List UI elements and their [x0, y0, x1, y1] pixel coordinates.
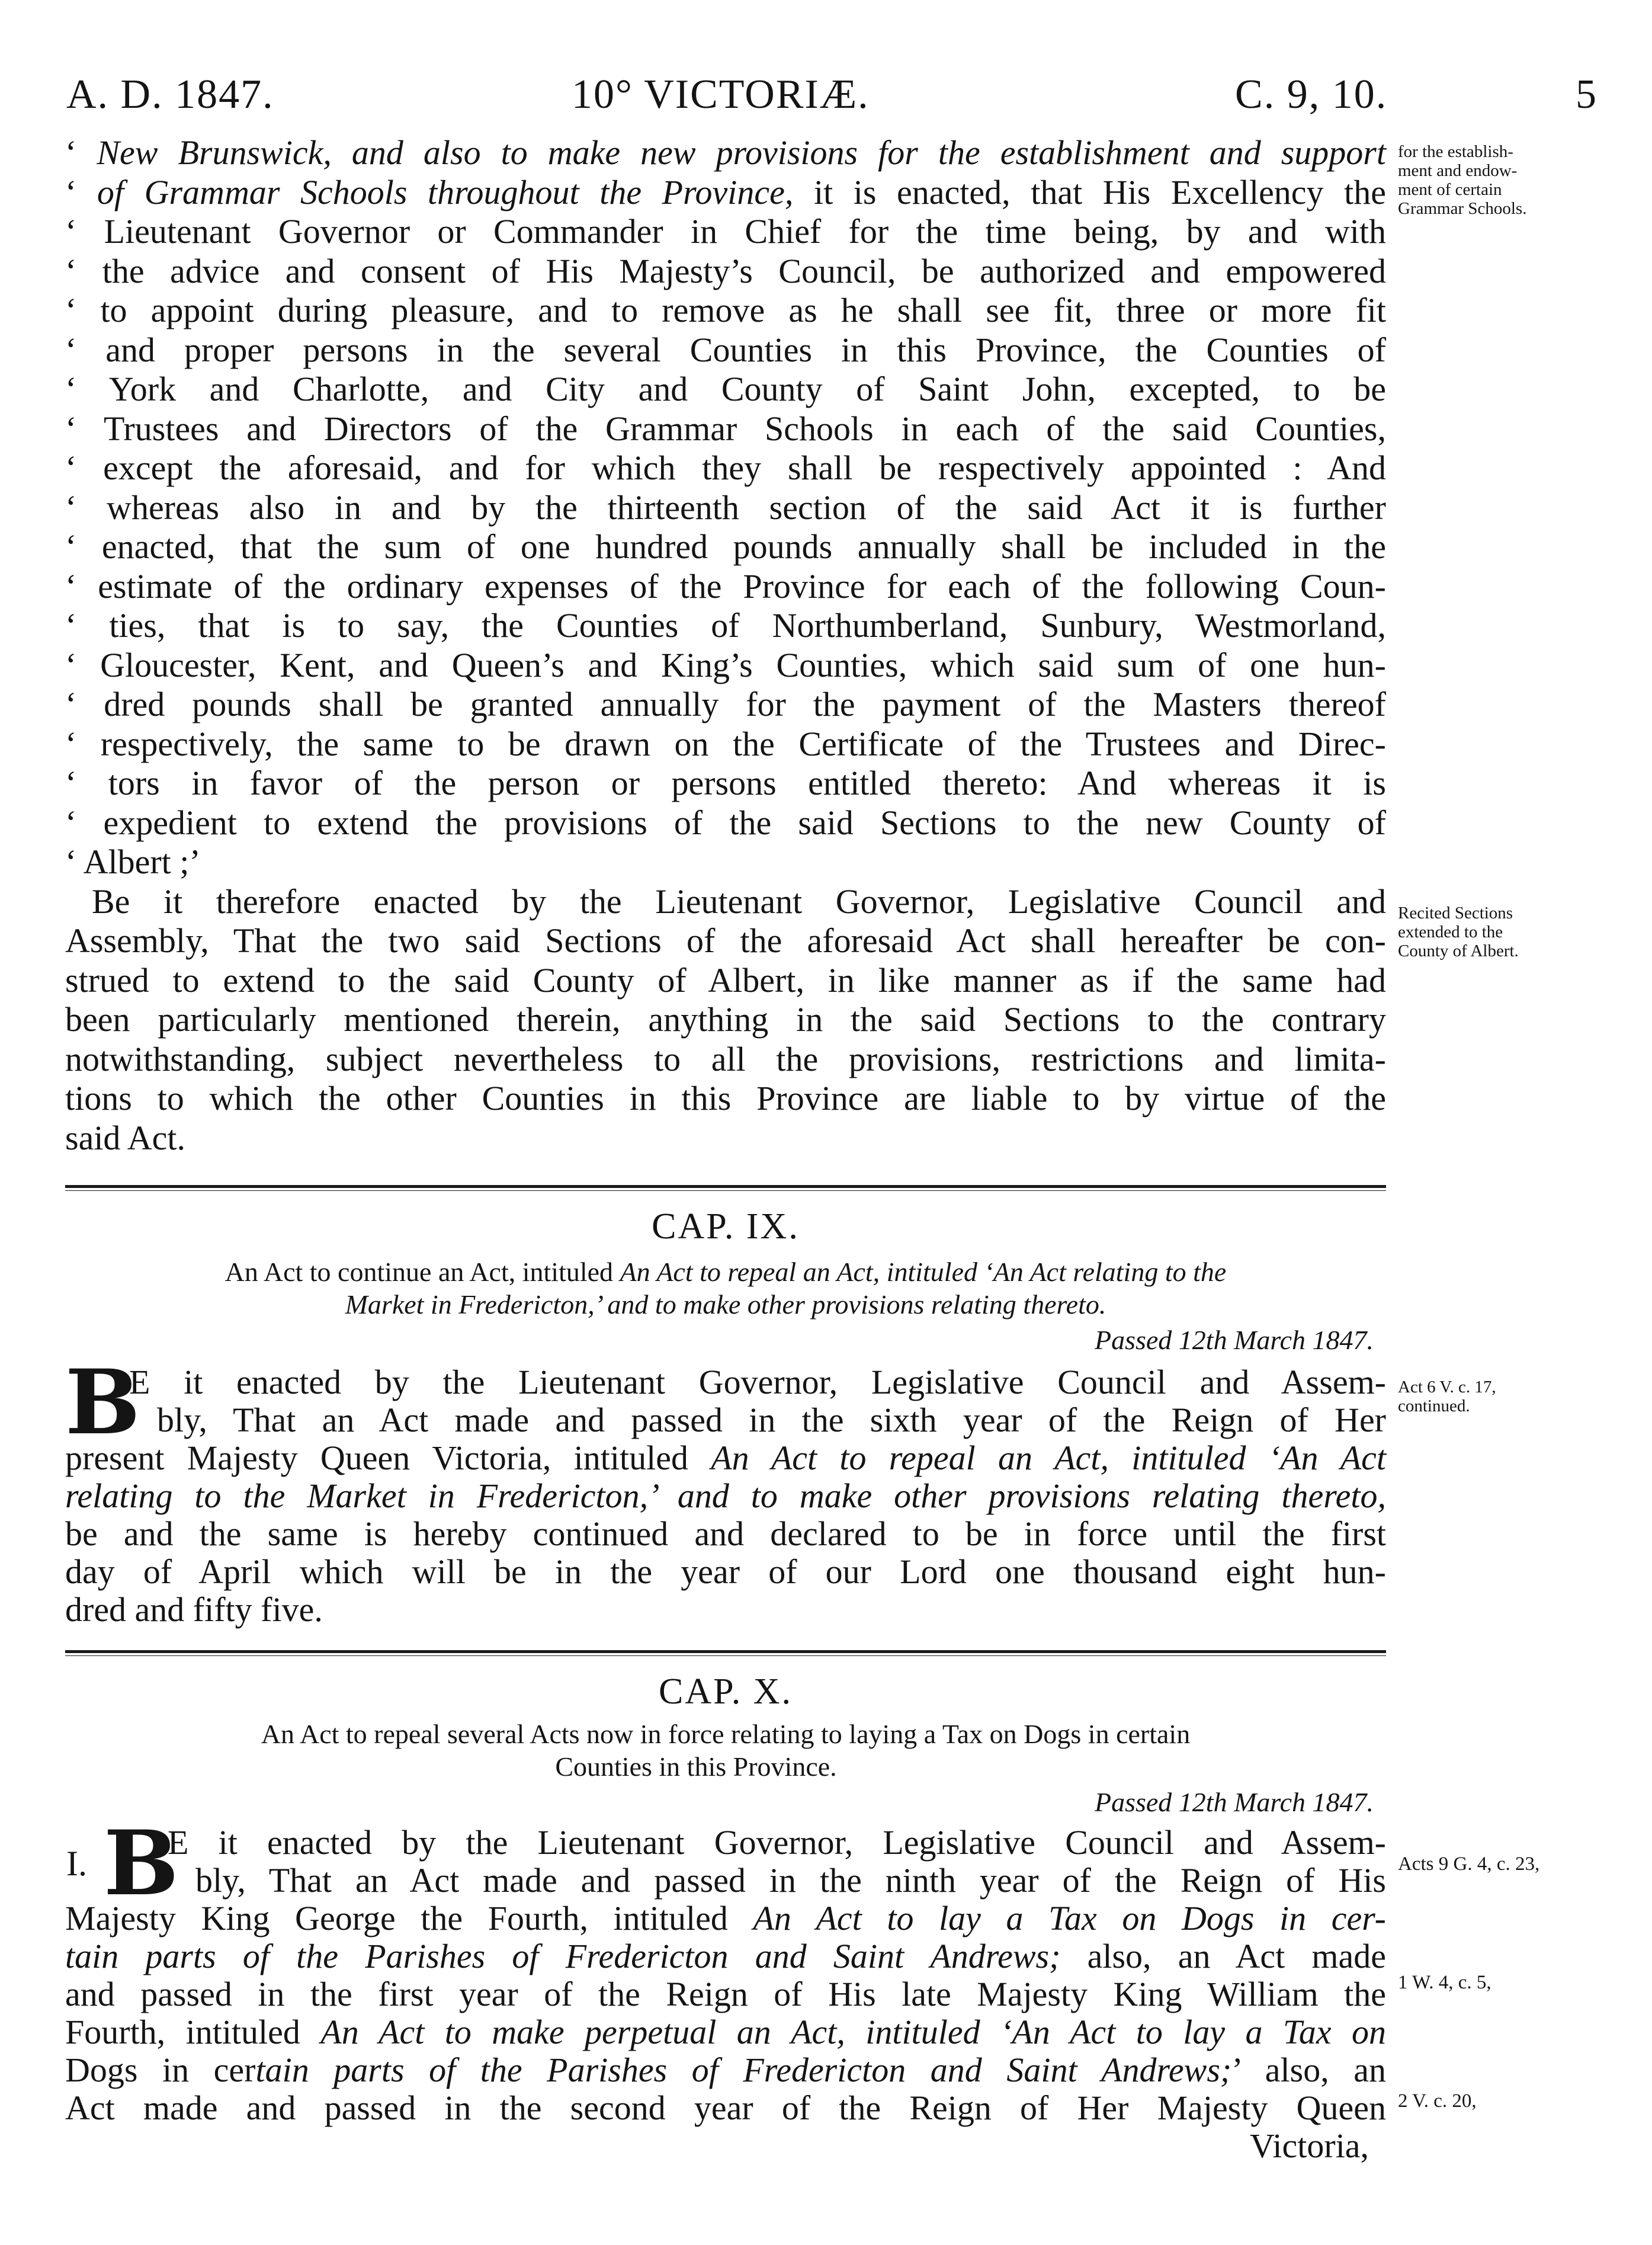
text-line: ‘ except the aforesaid, and for which they shall be respectively appointed : And	[65, 449, 1386, 487]
text-line: relating to the Market in Fredericton,’ and to make other provisions relating thereto,	[65, 1477, 1386, 1515]
header-year: A. D. 1847.	[66, 72, 274, 117]
text-line: ‘ dred pounds shall be granted annually for the payment of the Masters thereof	[65, 685, 1386, 723]
margin-note-recited-sections	[1398, 904, 1641, 960]
section-divider	[65, 1185, 1386, 1191]
text-line: tain parts of the Parishes of Fredericton and Saint Andrews; also, an Act made	[65, 1937, 1386, 1975]
text-line: been particularly mentioned therein, anything in the said Sections to the contrary	[65, 1000, 1386, 1039]
cap-10-passed-date: Passed 12th March 1847.	[1094, 1787, 1374, 1817]
text-line: Dogs in certain parts of the Parishes of Fredericton and Saint Andrews;’ also, an	[65, 2051, 1387, 2089]
margin-note-1w4-c5: 1 W. 4, c. 5,	[1398, 1972, 1491, 1993]
text-line: ‘ estimate of the ordinary expenses of the Province for each of the following Coun-	[65, 566, 1386, 606]
text-line: notwithstanding, subject nevertheless to all the provisions, restrictions and limita-	[65, 1039, 1386, 1078]
text-line: ‘ expedient to extend the provisions of the said Sections to the new County of	[65, 803, 1386, 842]
cap-10-heading: CAP. X.	[658, 1671, 793, 1712]
text-line: Assembly, That the two said Sections of the aforesaid Act shall hereafter be con-	[65, 921, 1386, 960]
margin-note-act-6v-c17	[1398, 1378, 1641, 1415]
cap-10-section-number: I.	[66, 1844, 87, 1883]
margin-note-line: ment and endow-	[1398, 161, 1518, 180]
margin-note-line: ment of certain	[1398, 180, 1502, 199]
text-line: ‘ New Brunswick, and also to make new provisions for the establishment and support	[65, 133, 1386, 172]
text-line: ‘ to appoint during pleasure, and to remove as he shall see fit, three or more fit	[65, 291, 1386, 329]
text-line: day of April which will be in the year of our Lord one thousand eight hun-	[65, 1552, 1386, 1591]
page-number: 5	[1576, 72, 1598, 117]
margin-note-line: Recited Sections	[1398, 904, 1513, 923]
text-line: ‘ Albert ;’	[65, 843, 201, 881]
text-line: ‘ Trustees and Directors of the Grammar Schools in each of the said Counties,	[65, 409, 1386, 448]
margin-note-line: for the establish-	[1398, 142, 1513, 161]
text-line: dred and fifty five.	[65, 1590, 323, 1629]
text-line: and passed in the first year of the Reign of His late Majesty King William the	[65, 1975, 1386, 2013]
cap-9-passed-date: Passed 12th March 1847.	[1094, 1325, 1374, 1355]
cap-9-drop-cap: B	[65, 1350, 140, 1455]
text-line: ‘ enacted, that the sum of one hundred pounds annually shall be included in the	[65, 527, 1386, 566]
text-line: present Majesty Queen Victoria, intituled An Act to repeal an Act, intituled ‘An Act	[65, 1439, 1386, 1477]
cap-10-title-line-1: An Act to repeal several Acts now in force relating to laying a Tax on Dogs in certain	[261, 1719, 1191, 1749]
text-line: Be it therefore enacted by the Lieutenant Governor, Legislative Council and	[92, 882, 1386, 921]
cap-9-heading: CAP. IX.	[652, 1206, 800, 1247]
text-line: ‘ tors in favor of the person or persons entitled thereto: And whereas it is	[65, 764, 1386, 802]
header-chapter: C. 9, 10.	[1235, 72, 1388, 117]
text-line: tions to which the other Counties in this Province are liable to by virtue of the	[65, 1079, 1386, 1117]
text-line: be and the same is hereby continued and declared to be in force until the first	[65, 1514, 1386, 1553]
text-line: ‘ Gloucester, Kent, and Queen’s and King’s Counties, which said sum of one hun-	[65, 645, 1386, 684]
margin-note-line: County of Albert.	[1398, 941, 1519, 960]
text-line: ‘ respectively, the same to be drawn on the Certificate of the Trustees and Direc-	[65, 724, 1386, 763]
text-line: strued to extend to the said County of Albert, in like manner as if the same had	[65, 960, 1386, 1000]
margin-note-grammar-schools	[1398, 142, 1641, 218]
text-line: Act made and passed in the second year of the Reign of Her Majesty Queen	[65, 2089, 1386, 2127]
text-line: Victoria,	[1250, 2126, 1369, 2165]
text-line: ‘ ties, that is to say, the Counties of Northumberland, Sunbury, Westmorland,	[65, 606, 1386, 645]
margin-note-line: Grammar Schools.	[1398, 199, 1527, 218]
text-line: ‘ and proper persons in the several Counties in this Province, the Counties of	[65, 330, 1386, 369]
cap-10-drop-cap: B	[104, 1811, 179, 1916]
margin-note-line: continued.	[1398, 1397, 1470, 1415]
text-line: ‘ York and Charlotte, and City and County of Saint John, excepted, to be	[65, 370, 1386, 408]
cap-10-title-line-2: Counties in this Province.	[555, 1751, 837, 1782]
text-line: ‘ of Grammar Schools throughout the Province, it is enacted, that His Excellency the	[65, 172, 1386, 212]
text-line: Fourth, intituled An Act to make perpetual an Act, intituled ‘An Act to lay a Tax on	[65, 2013, 1386, 2051]
cap-9-title-line-1: An Act to continue an Act, intituled An Act to repeal an Act, intituled ‘An Act relating to the	[224, 1257, 1227, 1287]
text-line: E it enacted by the Lieutenant Governor, Legislative Council and Assem-	[168, 1823, 1386, 1862]
text-line: E it enacted by the Lieutenant Governor, Legislative Council and Assem-	[129, 1363, 1386, 1401]
cap-9-title-line-2: Market in Fredericton,’ and to make other provisions relating thereto.	[345, 1289, 1106, 1320]
margin-note-line: Act 6 V. c. 17,	[1398, 1378, 1496, 1397]
text-line: bly, That an Act made and passed in the ninth year of the Reign of His	[195, 1861, 1386, 1900]
margin-note-acts-9g4-c23: Acts 9 G. 4, c. 23,	[1398, 1853, 1540, 1875]
text-line: said Act.	[65, 1118, 185, 1157]
text-line: Majesty King George the Fourth, intituled An Act to lay a Tax on Dogs in cer-	[65, 1899, 1386, 1937]
text-line: ‘ the advice and consent of His Majesty’s Council, be authorized and empowered	[65, 251, 1386, 290]
margin-note-2v-c20: 2 V. c. 20,	[1398, 2090, 1477, 2112]
margin-note-line: extended to the	[1398, 923, 1503, 941]
section-divider	[65, 1650, 1386, 1656]
header-regnal-year: 10° VICTORIÆ.	[572, 72, 870, 117]
text-line: ‘ whereas also in and by the thirteenth section of the said Act it is further	[65, 488, 1386, 527]
text-line: bly, That an Act made and passed in the sixth year of the Reign of Her	[157, 1401, 1386, 1439]
text-line: ‘ Lieutenant Governor or Commander in Chief for the time being, by and with	[65, 212, 1386, 251]
